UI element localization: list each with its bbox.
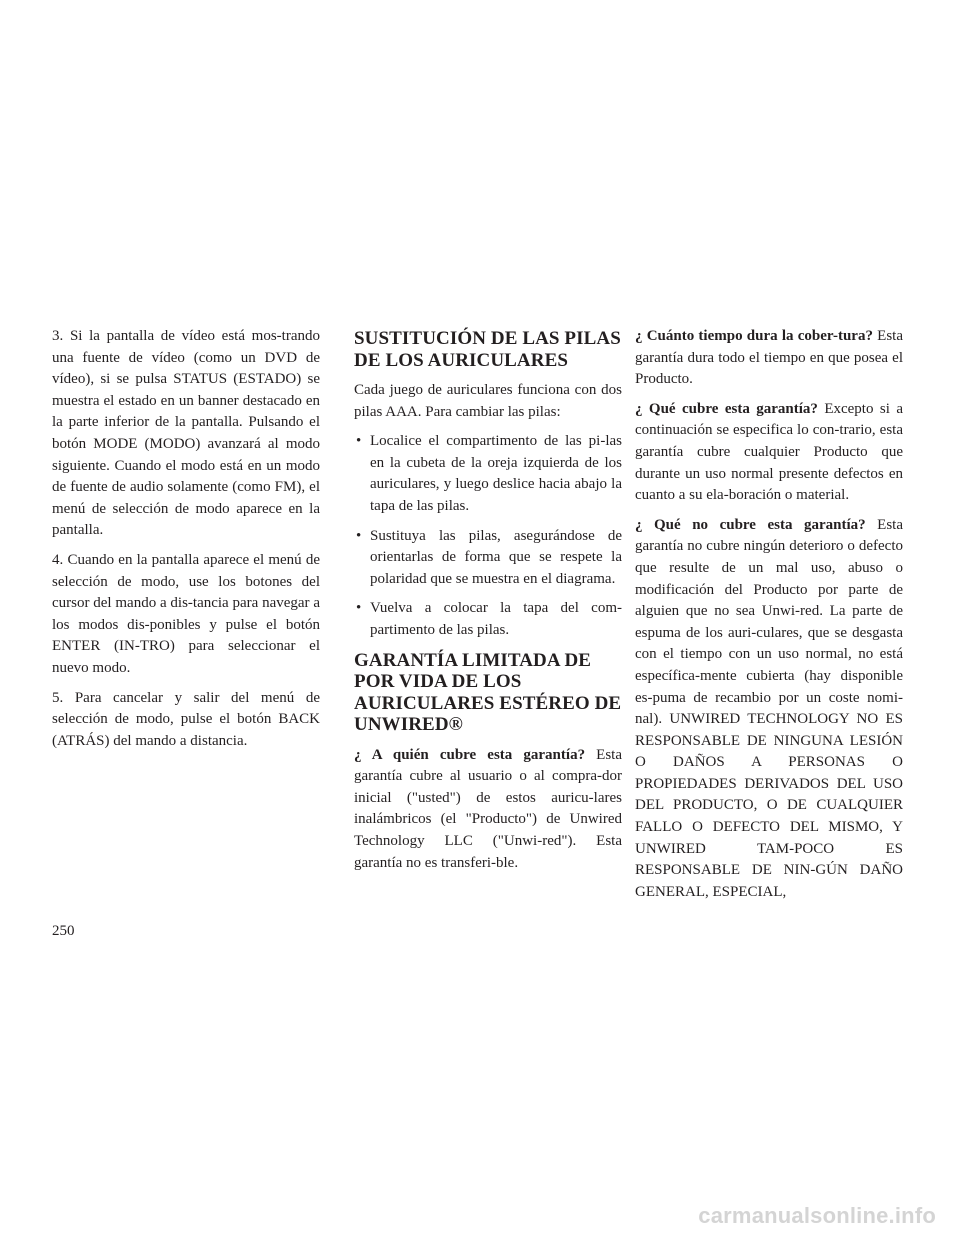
warranty-question: ¿ Qué cubre esta garantía? <box>635 400 818 417</box>
warranty-answer: Excepto si a continuación se especifica lo con-trario, esta garantía cubre cualquier Producto que durante un uso normal presente defectos en cuanto a su ela-boración o material. <box>635 400 903 504</box>
warranty-question: ¿ Qué no cubre esta garantía? <box>635 516 866 533</box>
page-number: 250 <box>52 923 75 939</box>
list-item-text: Localice el compartimento de las pi-las en la cubeta de la oreja izquierda de los auriculares, y luego deslice hacia abajo la tapa de las pilas. <box>370 433 622 514</box>
bullet-icon: • <box>356 527 362 544</box>
text-column-right <box>635 326 903 911</box>
list-item-text: Vuelva a colocar la tapa del com-partimento de las pilas. <box>370 600 622 638</box>
warranty-question: ¿ A quién cubre esta garantía? <box>354 746 586 763</box>
warranty-answer: Esta garantía no cubre ningún deterioro o defecto que resulte de un mal uso, abuso o modificación del Producto por parte de alguien que no sea Unwi-red. La parte de espuma de los auri-culares, que se desgasta con el tiempo con un uso normal, no está específica-mente cubierta (hay disponible es-puma de recambio por un coste nomi-nal). UNWIRED TECHNOLOGY NO ES RESPONSABLE DE NINGUNA LESIÓN O DAÑOS A PERSONAS O PROPIEDADES DERIVADOS DEL USO DEL PRODUCTO, O DE CUALQUIER FALLO O DEFECTO DEL MISMO, Y UNWIRED TAM-POCO ES RESPONSABLE DE NIN-GÚN DAÑO GENERAL, ESPECIAL, <box>635 516 903 900</box>
warranty-answer: Esta garantía cubre al usuario o al compra-dor inicial ("usted") de estos auricu-lares inalámbricos (el "Producto") de Unwired Technology LLC ("Unwi-red"). Esta garantía no es transferi-ble. <box>354 746 623 871</box>
bullet-icon: • <box>356 433 362 450</box>
text-column-middle <box>354 326 622 882</box>
warranty-question: ¿ Cuánto tiempo dura la cober-tura? <box>635 328 873 344</box>
section-heading-battery-replacement: SUSTITUCIÓN DE LAS PILAS DE LOS AURICULARES <box>354 328 621 371</box>
paragraph-step-5: 5. Para cancelar y salir del menú de selección de modo, pulse el botón BACK (ATRÁS) del mando a distancia. <box>52 689 320 749</box>
list-item <box>354 431 622 517</box>
warranty-who-paragraph <box>354 745 622 875</box>
paragraph-step-3: 3. Si la pantalla de vídeo está mos-trando una fuente de vídeo (como un DVD de vídeo), si se pulsa STATUS (ESTADO) se muestra el estado en un banner destacado en la parte inferior de la pantalla. Pulsando el botón MODE (MODO) avanzará al modo siguiente. Cuando el modo está en un modo de fuente de audio solamente (como FM), el menú de selección de modo aparece en la pantalla. <box>52 328 320 539</box>
battery-intro-paragraph: Cada juego de auriculares funciona con dos pilas AAA. Para cambiar las pilas: <box>354 382 622 420</box>
section-heading-warranty: GARANTÍA LIMITADA DE POR VIDA DE LOS AURICULARES ESTÉREO DE UNWIRED® <box>354 649 622 736</box>
warranty-excludes-paragraph <box>635 515 903 904</box>
battery-steps-list <box>354 431 622 641</box>
list-item <box>354 526 622 591</box>
watermark-logo: carmanualsonline.info <box>698 1203 936 1228</box>
paragraph-step-4: 4. Cuando en la pantalla aparece el menú de selección de modo, use los botones del cursor del mando a dis-tancia para navegar a los modos dis-ponibles y pulse el botón ENTER (IN-TRO) para seleccionar el nuevo modo. <box>52 551 320 676</box>
warranty-covers-paragraph <box>635 399 903 507</box>
warranty-duration-paragraph <box>635 326 903 391</box>
bullet-icon: • <box>356 600 362 617</box>
warranty-answer: Esta garantía dura todo el tiempo en que posea el Producto. <box>635 328 903 388</box>
list-item-text: Sustituya las pilas, asegurándose de orientarlas de forma que se respete la polaridad que se muestra en el diagrama. <box>370 527 622 587</box>
text-column-left <box>52 326 320 760</box>
list-item <box>354 598 622 641</box>
